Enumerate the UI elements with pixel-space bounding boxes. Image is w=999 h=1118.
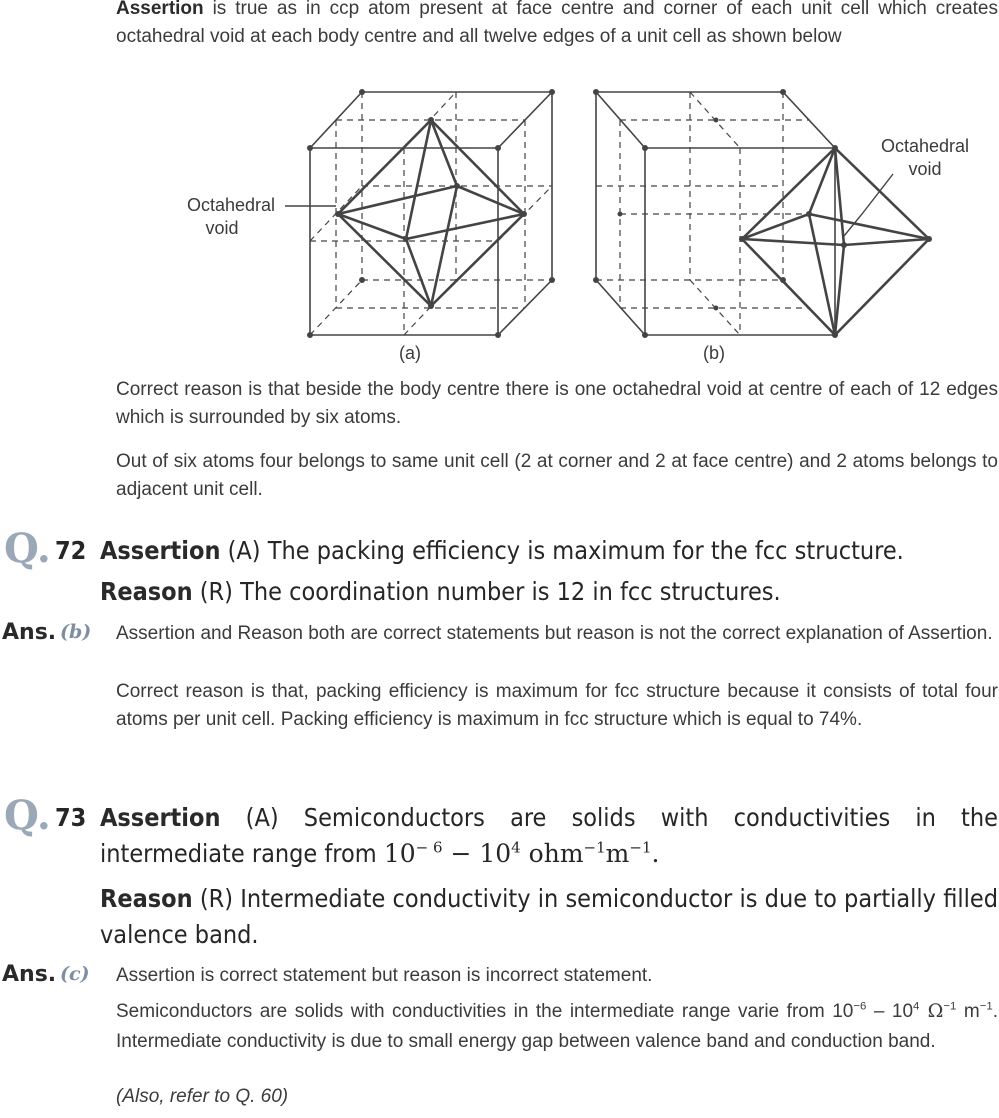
q73-reason bbox=[100, 881, 998, 953]
cube-a bbox=[310, 92, 552, 335]
q72-reason-label: Reason bbox=[100, 577, 193, 606]
q73-assertion bbox=[100, 800, 998, 872]
q73-number: 73 bbox=[55, 803, 87, 832]
q72-answer-2: Correct reason is that, packing efficiency is maximum for fcc structure because it consists of total four atoms per unit cell. Packing efficiency is maximum in fcc structure which is equal to 74%. bbox=[116, 681, 998, 730]
intro-paragraph bbox=[116, 0, 998, 51]
q73-assertion-label: Assertion bbox=[100, 803, 221, 832]
reason-paragraph-1: Correct reason is that beside the body centre there is one octahedral void at centre of each of 12 edges which is surrounded by six atoms. bbox=[116, 379, 998, 428]
label-a-line1: Octahedral bbox=[186, 195, 275, 215]
q73-assertion-text: (A) Semiconductors are solids with conductivities in the intermediate range from bbox=[100, 803, 998, 868]
q73-refer: (Also, refer to Q. 60) bbox=[116, 1086, 289, 1107]
caption-b: (b) bbox=[703, 343, 725, 363]
q72-reason-text: (R) The coordination number is 12 in fcc structures. bbox=[199, 577, 781, 606]
intro-assertion-word: Assertion bbox=[116, 0, 204, 19]
reason-paragraph-2: Out of six atoms four belongs to same unit cell (2 at corner and 2 at face centre) and 2 atoms belongs to adjacent unit cell. bbox=[116, 451, 998, 500]
q72-assertion bbox=[100, 533, 998, 569]
q73-answer-1: Assertion is correct statement but reason is incorrect statement. bbox=[116, 965, 653, 986]
q72-answer-1: Assertion and Reason both are correct statements but reason is not the correct explanation of Assertion. bbox=[116, 623, 993, 644]
label-a-line2: void bbox=[205, 218, 239, 238]
intro-text: is true as in ccp atom present at face centre and corner of each unit cell which creates octahedral void at each body centre and all twelve edges of a unit cell as shown below bbox=[116, 0, 999, 47]
q73-reason-label: Reason bbox=[100, 884, 193, 913]
q72-assertion-label: Assertion bbox=[100, 536, 221, 565]
q73-option: (c) bbox=[60, 963, 90, 985]
q72-mark: Q. bbox=[4, 525, 51, 572]
q73-reason-text: (R) Intermediate conductivity in semiconductor is due to partially filled valence band. bbox=[100, 884, 998, 949]
q73-mark: Q. bbox=[4, 792, 51, 839]
q72-reason bbox=[100, 574, 998, 610]
q72-ans-label: Ans. bbox=[2, 620, 57, 645]
q73-range: $10^{- 6} - 10^4$ $ohm^{-1}m^{-1}$. bbox=[383, 838, 660, 868]
caption-a: (a) bbox=[399, 343, 421, 363]
label-b-line2: void bbox=[908, 159, 942, 179]
octahedral-void-figure bbox=[160, 82, 980, 367]
q72-assertion-text: (A) The packing efficiency is maximum for the fcc structure. bbox=[227, 536, 904, 565]
q73-ans-label: Ans. bbox=[2, 962, 57, 987]
q73-answer-2: Semiconductors are solids with conductivities in the intermediate range varie from $10^{-6} - 10^4$ $\Omega^{-1}$ $m^{-1}$. Intermediate conductivity is due to small energy gap between valence band and conduction band. bbox=[116, 1000, 999, 1052]
q72-number: 72 bbox=[55, 536, 87, 565]
label-b-line1: Octahedral bbox=[880, 136, 970, 156]
cube-a-dashed bbox=[310, 92, 552, 335]
q72-option: (b) bbox=[60, 621, 92, 643]
